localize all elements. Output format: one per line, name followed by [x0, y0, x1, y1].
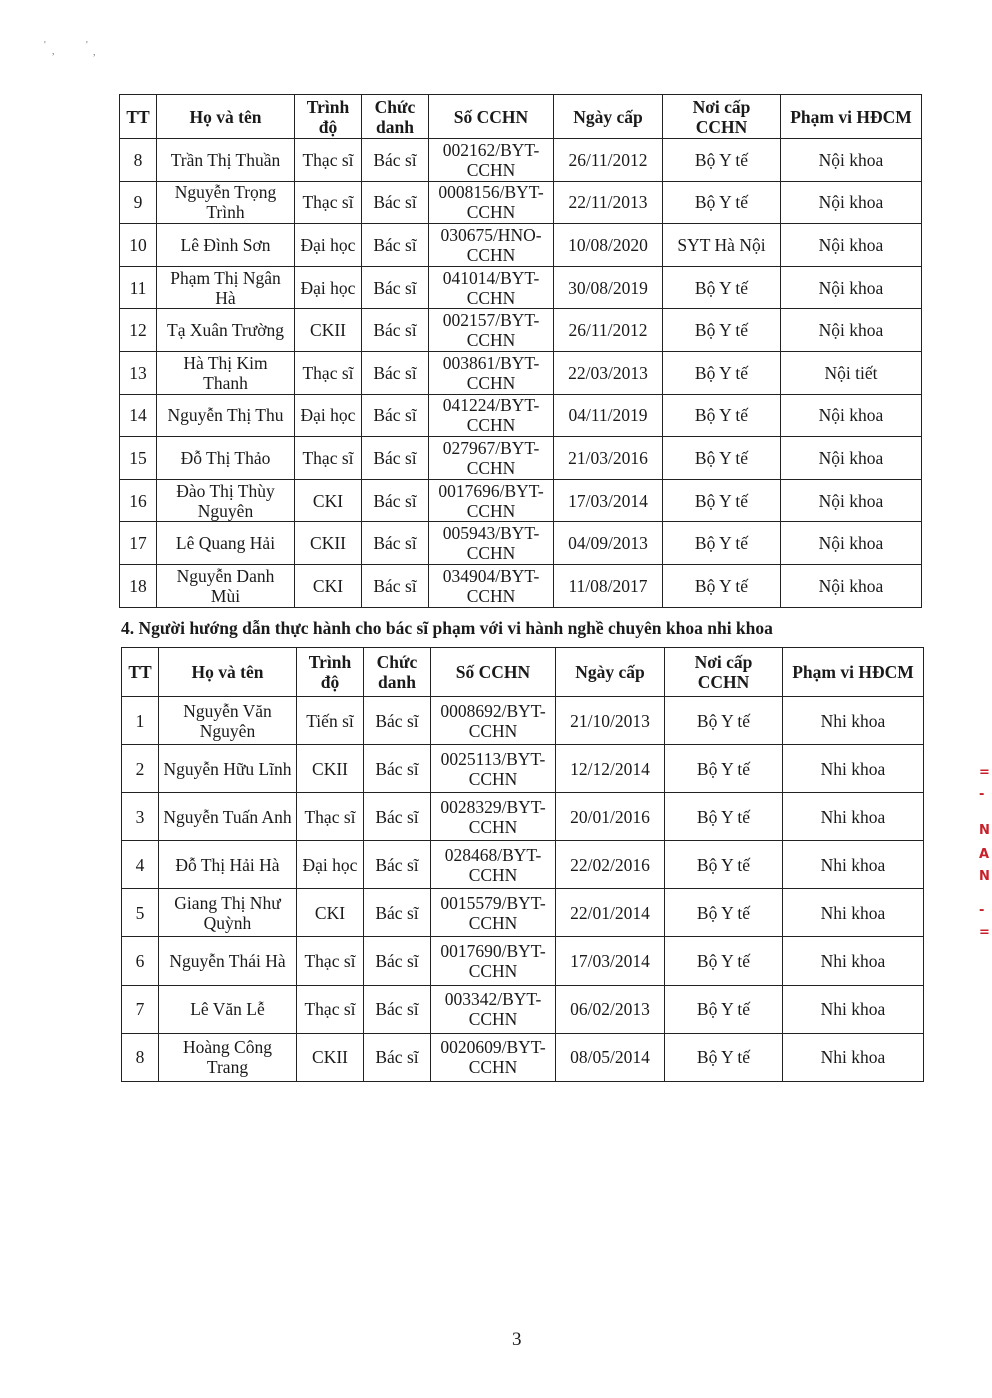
- cell-title: Bác sĩ: [362, 351, 429, 394]
- cell-title: Bác sĩ: [364, 889, 431, 937]
- cell-qualification: Đại học: [295, 266, 362, 309]
- table-row: [120, 351, 922, 394]
- cell-scope: Nội khoa: [781, 437, 922, 480]
- cell-license-number: 041224/BYT-CCHN: [429, 394, 554, 437]
- cell-tt: 14: [120, 394, 157, 437]
- cell-qualification: CKI: [295, 479, 362, 522]
- header-issuer: Nơi cấp CCHN: [663, 95, 781, 139]
- cell-name: Hà Thị Kim Thanh: [157, 351, 295, 394]
- table-row: [122, 841, 924, 889]
- cell-name: Nguyễn Danh Mùi: [157, 564, 295, 607]
- table-row: [120, 181, 922, 224]
- cell-qualification: Thạc sĩ: [295, 139, 362, 182]
- header-qualification: Trình độ: [295, 95, 362, 139]
- cell-tt: 8: [120, 139, 157, 182]
- cell-name: Giang Thị Như Quỳnh: [159, 889, 297, 937]
- table-row: [120, 564, 922, 607]
- cell-qualification: Đại học: [295, 394, 362, 437]
- red-stamp-edge: [979, 765, 992, 945]
- cell-scope: Nội khoa: [781, 394, 922, 437]
- cell-issue-date: 08/05/2014: [556, 1033, 665, 1081]
- cell-tt: 9: [120, 181, 157, 224]
- cell-license-number: 0028329/BYT-CCHN: [431, 793, 556, 841]
- cell-license-number: 005943/BYT-CCHN: [429, 522, 554, 565]
- header-license-number: Số CCHN: [429, 95, 554, 139]
- cell-license-number: 027967/BYT-CCHN: [429, 437, 554, 480]
- stamp-fragment: -: [979, 787, 985, 802]
- header-scope: Phạm vi HĐCM: [781, 95, 922, 139]
- cell-issuer: Bộ Y tế: [663, 479, 781, 522]
- stamp-fragment: N: [979, 823, 990, 838]
- cell-issuer: Bộ Y tế: [663, 266, 781, 309]
- cell-scope: Nhi khoa: [783, 841, 924, 889]
- cell-title: Bác sĩ: [362, 479, 429, 522]
- header-tt: TT: [120, 95, 157, 139]
- scan-speck: ,: [93, 47, 96, 58]
- cell-name: Nguyễn Tuấn Anh: [159, 793, 297, 841]
- cell-license-number: 0025113/BYT-CCHN: [431, 745, 556, 793]
- cell-qualification: CKI: [295, 564, 362, 607]
- cell-issue-date: 12/12/2014: [556, 745, 665, 793]
- cell-tt: 13: [120, 351, 157, 394]
- cell-tt: 12: [120, 309, 157, 352]
- cell-qualification: Thạc sĩ: [295, 181, 362, 224]
- cell-tt: 17: [120, 522, 157, 565]
- cell-tt: 18: [120, 564, 157, 607]
- cell-qualification: Thạc sĩ: [297, 937, 364, 985]
- cell-issuer: Bộ Y tế: [663, 309, 781, 352]
- cell-issuer: Bộ Y tế: [665, 985, 783, 1033]
- table-row: [122, 793, 924, 841]
- cell-title: Bác sĩ: [362, 437, 429, 480]
- stamp-fragment: =: [979, 765, 990, 780]
- cell-scope: Nhi khoa: [783, 793, 924, 841]
- table-row: [120, 139, 922, 182]
- cell-scope: Nhi khoa: [783, 745, 924, 793]
- header-qualification: Trình độ: [297, 648, 364, 697]
- cell-issue-date: 22/01/2014: [556, 889, 665, 937]
- header-title: Chức danh: [364, 648, 431, 697]
- cell-qualification: CKII: [295, 309, 362, 352]
- header-tt: TT: [122, 648, 159, 697]
- cell-issue-date: 21/03/2016: [554, 437, 663, 480]
- cell-license-number: 002157/BYT-CCHN: [429, 309, 554, 352]
- cell-title: Bác sĩ: [364, 841, 431, 889]
- cell-tt: 15: [120, 437, 157, 480]
- cell-license-number: 0015579/BYT-CCHN: [431, 889, 556, 937]
- scan-speck: ': [44, 40, 46, 51]
- stamp-fragment: A: [979, 847, 990, 862]
- cell-issue-date: 22/03/2013: [554, 351, 663, 394]
- cell-issue-date: 04/11/2019: [554, 394, 663, 437]
- cell-name: Tạ Xuân Trường: [157, 309, 295, 352]
- cell-title: Bác sĩ: [364, 937, 431, 985]
- cell-license-number: 003342/BYT-CCHN: [431, 985, 556, 1033]
- cell-issuer: Bộ Y tế: [663, 394, 781, 437]
- cell-scope: Nội khoa: [781, 224, 922, 267]
- cell-tt: 2: [122, 745, 159, 793]
- cell-issuer: Bộ Y tế: [665, 841, 783, 889]
- cell-issuer: Bộ Y tế: [665, 697, 783, 745]
- table-row: [120, 522, 922, 565]
- header-issue-date: Ngày cấp: [554, 95, 663, 139]
- cell-title: Bác sĩ: [362, 522, 429, 565]
- table-row: [122, 745, 924, 793]
- cell-tt: 7: [122, 985, 159, 1033]
- cell-qualification: Tiến sĩ: [297, 697, 364, 745]
- cell-tt: 5: [122, 889, 159, 937]
- scan-speck: ': [86, 40, 88, 51]
- table-row: [120, 437, 922, 480]
- cell-issuer: Bộ Y tế: [665, 745, 783, 793]
- cell-license-number: 0017690/BYT-CCHN: [431, 937, 556, 985]
- cell-issue-date: 30/08/2019: [554, 266, 663, 309]
- cell-license-number: 030675/HNO-CCHN: [429, 224, 554, 267]
- table-row: [122, 985, 924, 1033]
- cell-tt: 8: [122, 1033, 159, 1081]
- cell-title: Bác sĩ: [364, 793, 431, 841]
- cell-scope: Nhi khoa: [783, 889, 924, 937]
- cell-scope: Nhi khoa: [783, 985, 924, 1033]
- cell-title: Bác sĩ: [362, 309, 429, 352]
- cell-tt: 10: [120, 224, 157, 267]
- cell-scope: Nội khoa: [781, 181, 922, 224]
- section-4-heading: 4. Người hướng dẫn thực hành cho bác sĩ phạm với vi hành nghề chuyên khoa nhi khoa: [121, 618, 773, 638]
- cell-title: Bác sĩ: [362, 224, 429, 267]
- cell-issuer: Bộ Y tế: [663, 437, 781, 480]
- cell-title: Bác sĩ: [362, 564, 429, 607]
- cell-tt: 6: [122, 937, 159, 985]
- cell-qualification: Thạc sĩ: [297, 985, 364, 1033]
- scan-speck: ,: [52, 46, 55, 57]
- cell-scope: Nội khoa: [781, 522, 922, 565]
- cell-name: Hoàng Công Trang: [159, 1033, 297, 1081]
- table-row: [122, 889, 924, 937]
- cell-tt: 3: [122, 793, 159, 841]
- cell-issuer: Bộ Y tế: [663, 564, 781, 607]
- cell-scope: Nội khoa: [781, 266, 922, 309]
- cell-scope: Nội khoa: [781, 564, 922, 607]
- cell-qualification: Thạc sĩ: [295, 437, 362, 480]
- table-row: [122, 1033, 924, 1081]
- doctor-table-internal-medicine: [119, 94, 922, 608]
- cell-scope: Nhi khoa: [783, 697, 924, 745]
- header-license-number: Số CCHN: [431, 648, 556, 697]
- cell-scope: Nội khoa: [781, 309, 922, 352]
- cell-issuer: Bộ Y tế: [663, 351, 781, 394]
- cell-title: Bác sĩ: [364, 985, 431, 1033]
- table-row: [120, 479, 922, 522]
- cell-issuer: Bộ Y tế: [663, 522, 781, 565]
- cell-issuer: Bộ Y tế: [665, 889, 783, 937]
- cell-issuer: Bộ Y tế: [665, 1033, 783, 1081]
- cell-name: Lê Quang Hải: [157, 522, 295, 565]
- cell-scope: Nội khoa: [781, 479, 922, 522]
- cell-issue-date: 26/11/2012: [554, 139, 663, 182]
- cell-license-number: 034904/BYT-CCHN: [429, 564, 554, 607]
- cell-name: Lê Đình Sơn: [157, 224, 295, 267]
- cell-qualification: CKII: [295, 522, 362, 565]
- cell-name: Đào Thị Thùy Nguyên: [157, 479, 295, 522]
- cell-qualification: Thạc sĩ: [297, 793, 364, 841]
- header-scope: Phạm vi HĐCM: [783, 648, 924, 697]
- cell-issue-date: 04/09/2013: [554, 522, 663, 565]
- stamp-fragment: N: [979, 869, 990, 884]
- table-header-row: [122, 648, 924, 697]
- cell-name: Trần Thị Thuần: [157, 139, 295, 182]
- cell-qualification: Thạc sĩ: [295, 351, 362, 394]
- cell-scope: Nhi khoa: [783, 1033, 924, 1081]
- cell-title: Bác sĩ: [364, 697, 431, 745]
- header-issuer: Nơi cấp CCHN: [665, 648, 783, 697]
- cell-title: Bác sĩ: [364, 745, 431, 793]
- cell-name: Phạm Thị Ngân Hà: [157, 266, 295, 309]
- cell-scope: Nội khoa: [781, 139, 922, 182]
- header-title: Chức danh: [362, 95, 429, 139]
- cell-name: Nguyễn Thị Thu: [157, 394, 295, 437]
- cell-issue-date: 22/02/2016: [556, 841, 665, 889]
- cell-license-number: 0008156/BYT-CCHN: [429, 181, 554, 224]
- cell-scope: Nội tiết: [781, 351, 922, 394]
- cell-tt: 11: [120, 266, 157, 309]
- cell-issue-date: 06/02/2013: [556, 985, 665, 1033]
- cell-name: Nguyễn Hữu Lĩnh: [159, 745, 297, 793]
- cell-qualification: Đại học: [295, 224, 362, 267]
- cell-tt: 1: [122, 697, 159, 745]
- cell-issuer: SYT Hà Nội: [663, 224, 781, 267]
- cell-title: Bác sĩ: [362, 139, 429, 182]
- cell-issuer: Bộ Y tế: [665, 937, 783, 985]
- cell-license-number: 003861/BYT-CCHN: [429, 351, 554, 394]
- cell-issue-date: 17/03/2014: [554, 479, 663, 522]
- doctor-table-pediatrics: [121, 647, 924, 1082]
- cell-qualification: Đại học: [297, 841, 364, 889]
- cell-issuer: Bộ Y tế: [663, 139, 781, 182]
- cell-issue-date: 11/08/2017: [554, 564, 663, 607]
- cell-name: Nguyễn Trọng Trình: [157, 181, 295, 224]
- cell-title: Bác sĩ: [362, 266, 429, 309]
- cell-license-number: 002162/BYT-CCHN: [429, 139, 554, 182]
- page-number: 3: [512, 1329, 522, 1350]
- stamp-fragment: -: [979, 903, 985, 918]
- table-row: [122, 697, 924, 745]
- cell-name: Lê Văn Lễ: [159, 985, 297, 1033]
- cell-issue-date: 17/03/2014: [556, 937, 665, 985]
- cell-license-number: 041014/BYT-CCHN: [429, 266, 554, 309]
- cell-issuer: Bộ Y tế: [665, 793, 783, 841]
- table-header-row: [120, 95, 922, 139]
- cell-qualification: CKII: [297, 1033, 364, 1081]
- cell-issue-date: 21/10/2013: [556, 697, 665, 745]
- cell-title: Bác sĩ: [364, 1033, 431, 1081]
- cell-title: Bác sĩ: [362, 181, 429, 224]
- cell-qualification: CKII: [297, 745, 364, 793]
- cell-issue-date: 22/11/2013: [554, 181, 663, 224]
- cell-license-number: 0020609/BYT-CCHN: [431, 1033, 556, 1081]
- cell-scope: Nhi khoa: [783, 937, 924, 985]
- header-issue-date: Ngày cấp: [556, 648, 665, 697]
- cell-tt: 4: [122, 841, 159, 889]
- cell-name: Nguyễn Thái Hà: [159, 937, 297, 985]
- cell-issuer: Bộ Y tế: [663, 181, 781, 224]
- table-row: [122, 937, 924, 985]
- table-row: [120, 309, 922, 352]
- cell-license-number: 028468/BYT-CCHN: [431, 841, 556, 889]
- cell-name: Nguyễn Văn Nguyên: [159, 697, 297, 745]
- header-name: Họ và tên: [159, 648, 297, 697]
- cell-issue-date: 20/01/2016: [556, 793, 665, 841]
- table-row: [120, 224, 922, 267]
- cell-name: Đỗ Thị Hải Hà: [159, 841, 297, 889]
- cell-issue-date: 26/11/2012: [554, 309, 663, 352]
- cell-license-number: 0008692/BYT-CCHN: [431, 697, 556, 745]
- cell-license-number: 0017696/BYT-CCHN: [429, 479, 554, 522]
- stamp-fragment: =: [979, 925, 990, 940]
- cell-qualification: CKI: [297, 889, 364, 937]
- cell-name: Đỗ Thị Thảo: [157, 437, 295, 480]
- header-name: Họ và tên: [157, 95, 295, 139]
- table-row: [120, 266, 922, 309]
- cell-issue-date: 10/08/2020: [554, 224, 663, 267]
- cell-tt: 16: [120, 479, 157, 522]
- table-row: [120, 394, 922, 437]
- cell-title: Bác sĩ: [362, 394, 429, 437]
